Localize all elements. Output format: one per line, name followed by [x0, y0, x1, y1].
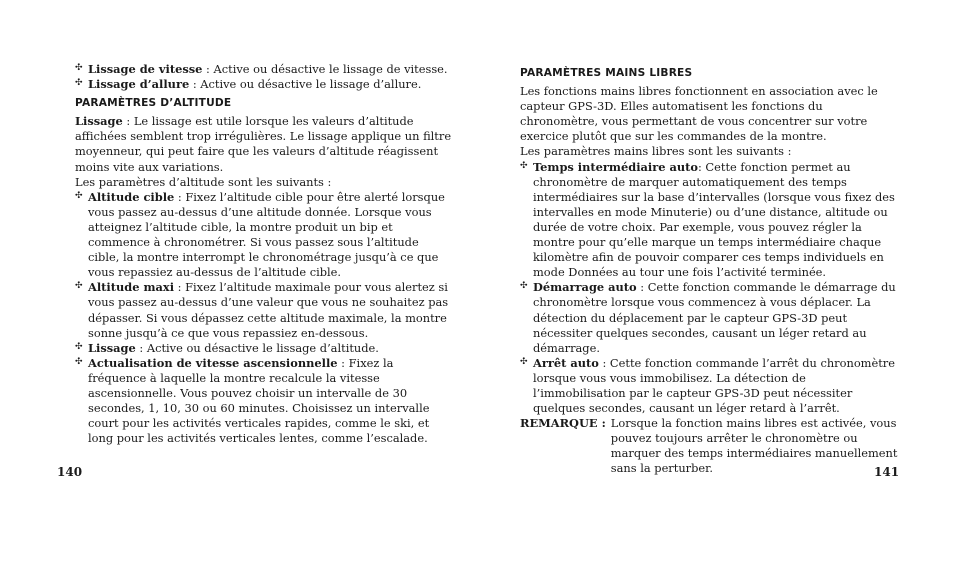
bullet-icon: ✣ [520, 281, 528, 292]
note-remarque [520, 416, 898, 476]
bullet-icon: ✣ [520, 356, 528, 367]
right-page [520, 62, 898, 477]
bullet-icon: ✣ [520, 160, 528, 171]
list-intro: Les paramètres mains libres sont les suivants : [520, 144, 792, 159]
note-text: Lorsque la fonction mains libres est activée, vous pouvez toujours arrêter le chronomètre ou marquer des temps intermédiaires manuellement sans la perturber. [610, 416, 898, 476]
bullet-icon: ✣ [75, 190, 83, 201]
bullet-icon: ✣ [75, 341, 83, 352]
list-intro: Les paramètres d’altitude sont les suivants : [75, 174, 332, 189]
bullet-altitude-maxi: ✣ Altitude maxi : Fixez l’altitude maximale pour vous alertez si vous passez au-dessus d’une valeur que vous ne souhaitez pas dépasser. Si vous dépassez cette altitude maximale, la montre sonne jusqu’à ce que vous repassiez en-dessous. [75, 280, 449, 340]
bullet-demarrage-auto: ✣ Démarrage auto : Cette fonction commande le démarrage du chronomètre lorsque vous commencez à vous déplacer. La détection du déplacement par le capteur GPS-3D peut nécessiter quelques secondes, causant un léger retard au démarrage. [520, 280, 896, 355]
left-page [75, 62, 453, 446]
bullet-arret-auto: ✣ Arrêt auto : Cette fonction commande l’arrêt du chronomètre lorsque vous vous immobilisez. La détection de l’immobilisation par le capteur GPS-3D peut nécessiter quelques secondes, causant un léger retard à l’arrêt. [520, 355, 895, 416]
bullet-icon: ✣ [75, 356, 83, 367]
bullet-altitude-cible: ✣ Altitude cible : Fixez l’altitude cible pour être alerté lorsque vous passez au-dessus d’une altitude donnée. Lorsque vous atteignez l’altitude cible, la montre produit un bip et commence à chronométrer. Si vous passez sous l’altitude cible, la montre interrompt le chronométrage jusqu’à ce que vous repassiez au-dessus de l’altitude cible. [75, 189, 445, 280]
bullet-icon: ✣ [75, 281, 83, 292]
bullet-actualisation-vitesse: ✣ Actualisation de vitesse ascensionnelle : Fixez la fréquence à laquelle la montre recalcule la vitesse ascensionnelle. Vous pouvez choisir un intervalle de 30 secondes, 1, 10, 30 ou 60 minutes. Choisissez un intervalle court pour les activités verticales rapides, comme le ski, et long pour les activités verticales lentes, comme l’escalade. [75, 355, 430, 446]
bullet-icon: ✣ [75, 78, 83, 89]
bullet-lissage-allure: ✣ Lissage d’allure : Active ou désactive le lissage d’allure. [75, 77, 422, 92]
page-number-right: 141 [874, 465, 900, 479]
page-number-left: 140 [57, 465, 83, 479]
section-heading-mains-libres: PARAMÈTRES MAINS LIBRES [520, 67, 693, 79]
bullet-temps-intermediaire: ✣ Temps intermédiaire auto: Cette fonction permet au chronomètre de marquer automatiquement des temps intermédiaires sur la base d’intervalles (lorsque vous fixez des intervalles en mode Minuterie) ou d’une distance, altitude ou durée de votre choix. Par exemple, vous pouvez régler la montre pour qu’elle marque un temps intermédiaire chaque kilomètre afin de pouvoir comparer ces temps individuels en mode Données au tour une fois l’activité terminée. [520, 159, 895, 280]
intro-paragraph: Les fonctions mains libres fonctionnent en association avec le capteur GPS-3D. Elles automatisent les fonctions du chronomètre, vous permettant de vous concentrer sur votre exercice plutôt que sur les commandes de la montre. [520, 84, 878, 144]
intro-paragraph: Lissage : Le lissage est utile lorsque les valeurs d’altitude affichées semblent trop irrégulières. Le lissage applique un filtre moyenneur, qui peut faire que les valeurs d’altitude réagissent moins vite aux variations. [75, 114, 452, 174]
bullet-lissage-altitude: ✣ Lissage : Active ou désactive le lissage d’altitude. [75, 340, 379, 355]
bullet-icon: ✣ [75, 63, 83, 73]
bullet-lissage-vitesse: ✣ Lissage de vitesse : Active ou désactive le lissage de vitesse. [75, 62, 448, 76]
section-heading-altitude: PARAMÈTRES D’ALTITUDE [75, 97, 232, 110]
note-label: REMARQUE : [520, 416, 606, 431]
